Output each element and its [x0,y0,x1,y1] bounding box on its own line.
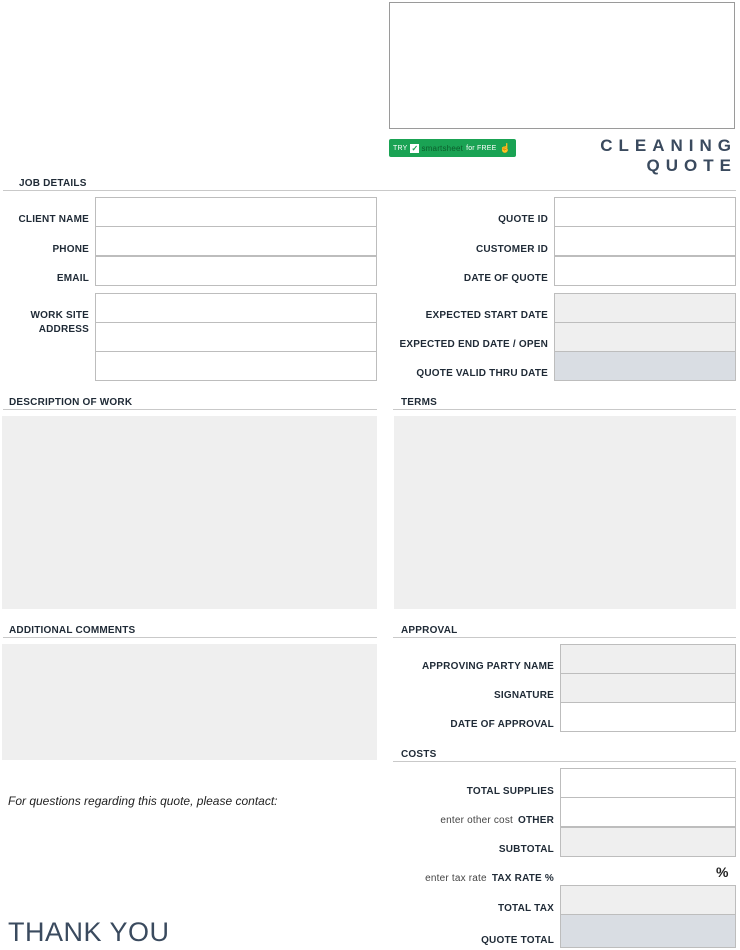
approving-party-field[interactable] [560,644,736,674]
other-hint: enter other cost [440,815,513,826]
client-name-field[interactable] [95,197,377,227]
promo-brand-text: smartsheet [421,143,464,153]
total-supplies-label: TOTAL SUPPLIES [466,786,554,797]
date-of-quote-field[interactable] [554,256,736,286]
customer-id-field[interactable] [554,226,736,256]
other-label [393,815,554,826]
work-site-label-line1: WORK SITE [30,310,89,321]
expected-start-field[interactable] [554,293,736,323]
contact-text: For questions regarding this quote, please contact: [8,794,278,808]
tax-rate-hint: enter tax rate [425,873,487,884]
check-icon: ✓ [411,143,419,153]
logo-placeholder [389,2,735,129]
subtotal-label: SUBTOTAL [498,844,554,855]
phone-label: PHONE [52,244,89,255]
quote-id-label: QUOTE ID [498,214,548,225]
valid-thru-field[interactable] [554,351,736,381]
other-cost-field[interactable] [560,797,736,827]
phone-field[interactable] [95,226,377,256]
signature-label: SIGNATURE [494,690,554,701]
description-of-work-field[interactable] [2,416,377,609]
customer-id-label: CUSTOMER ID [475,244,548,255]
promo-try-text: TRY [393,144,408,152]
additional-comments-field[interactable] [2,644,377,760]
pointer-hand-icon: ☝ [499,142,511,153]
percent-sign: % [716,864,729,880]
work-site-address-line2-field[interactable] [95,322,377,352]
section-terms: TERMS [393,397,736,410]
expected-start-label: EXPECTED START DATE [425,310,548,321]
expected-end-field[interactable] [554,322,736,352]
page-title: CLEANING QUOTE [600,136,737,175]
expected-end-label: EXPECTED END DATE / OPEN [399,339,548,350]
email-label: EMAIL [56,273,89,284]
work-site-label-line2: ADDRESS [38,324,89,335]
thank-you-text: THANK YOU [8,917,170,947]
quote-total-label: QUOTE TOTAL [481,935,554,946]
signature-field[interactable] [560,673,736,703]
work-site-address-line1-field[interactable] [95,293,377,323]
quote-id-field[interactable] [554,197,736,227]
valid-thru-label: QUOTE VALID THRU DATE [416,368,548,379]
tax-rate-field[interactable] [560,856,736,886]
terms-field[interactable] [394,416,736,609]
total-tax-field[interactable] [560,885,736,915]
section-approval: APPROVAL [393,625,736,638]
date-of-approval-field[interactable] [560,702,736,732]
total-tax-label: TOTAL TAX [497,903,554,914]
quote-total-field[interactable] [560,914,736,948]
approving-party-label: APPROVING PARTY NAME [422,661,554,672]
client-name-label: CLIENT NAME [18,214,89,225]
tax-rate-label-text: TAX RATE % [491,873,554,884]
section-job-details: JOB DETAILS [3,178,736,191]
section-additional-comments: ADDITIONAL COMMENTS [3,625,377,638]
section-costs: COSTS [393,749,736,762]
section-description-of-work: DESCRIPTION OF WORK [3,397,377,410]
tax-rate-label [393,873,554,884]
subtotal-field[interactable] [560,827,736,857]
date-of-approval-label: DATE OF APPROVAL [450,719,554,730]
total-supplies-field[interactable] [560,768,736,798]
promo-suffix-text: for FREE [466,144,497,152]
other-label-text: OTHER [518,815,554,826]
work-site-address-line3-field[interactable] [95,351,377,381]
email-field[interactable] [95,256,377,286]
try-smartsheet-button[interactable] [389,139,516,157]
date-of-quote-label: DATE OF QUOTE [463,273,548,284]
